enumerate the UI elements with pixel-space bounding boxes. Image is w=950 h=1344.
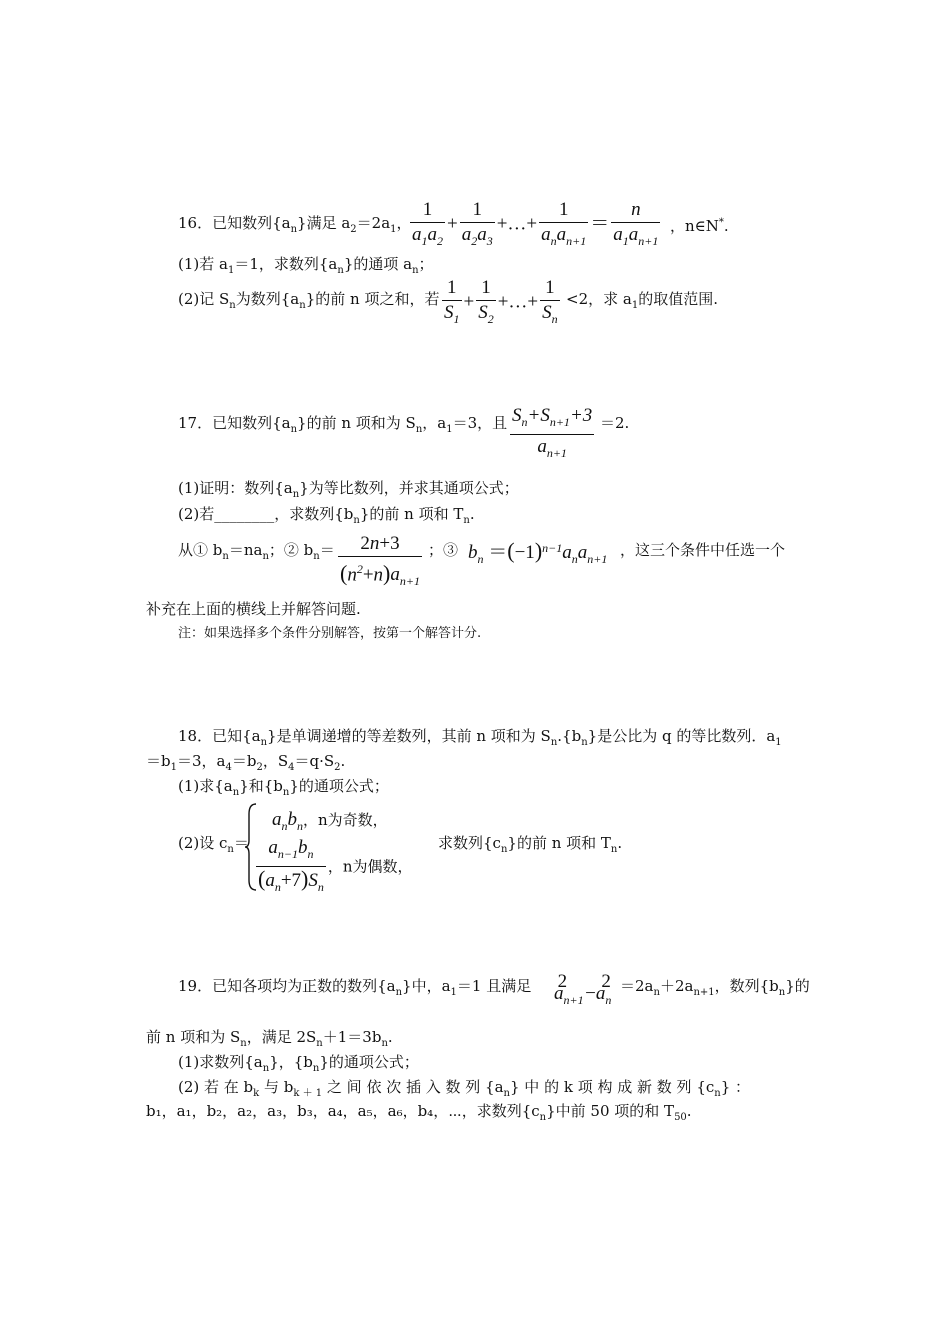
p17-formula-b3: $b_n =(-1)^{n-1}a_na_{n+1}$ bbox=[468, 538, 608, 566]
p17-choices-2: ；③ bbox=[428, 541, 459, 559]
p16-line1-end: ，n∈N*. bbox=[670, 217, 729, 235]
p18-case1: $a_nb_n$，n为奇数， bbox=[272, 809, 388, 833]
p19-part1: (1)求数列$\{a_n\}$，$\{b_n\}$的通项公式； bbox=[178, 1053, 419, 1074]
p18-case2: $\frac{a_{n-1}b_n}{(a_n+7)S_n}$ ，n为偶数， bbox=[258, 837, 413, 894]
p19-line2: 前 n 项和为 $S_n$，满足 $2S_n+1=3b_n$. bbox=[146, 1028, 393, 1049]
p16-formula: $\frac{1}{a_1a_2}$ + $\frac{1}{a_2a_3}$ +…+ $\frac{1}{a_na_{n+1}}$ ＝ $\frac{n}{a_1a_{n+1}}$ bbox=[412, 199, 659, 248]
p19-part2: (2) 若 在 $b_k$ 与 $b_{k + 1}$ 之 间 依 次 插 入 数 列 $\{a_n\}$ 中 的 k 项 构 成 新 数 列 $\{c_n\}$ ： bbox=[178, 1078, 751, 1099]
p18-part1: (1)求$\{a_n\}$和$\{b_n\}$的通项公式； bbox=[178, 777, 389, 798]
p16-part2: (2)记 $S_n$为数列$\{a_n\}$的前 n 项之和，若 bbox=[178, 290, 440, 311]
p17-part1: (1)证明：数列$\{a_n\}$为等比数列，并求其通项公式； bbox=[178, 479, 519, 500]
p17-line1-end: ＝2. bbox=[600, 414, 630, 432]
p18-part2-end: 求数列$\{c_n\}$的前 n 项和 $T_n$. bbox=[438, 834, 623, 855]
p17-choices: 从① $b_n=na_n$；② $b_n=$ bbox=[178, 541, 335, 562]
p17-choices-4: 补充在上面的横线上并解答问题. bbox=[146, 600, 361, 618]
p17-note: 注：如果选择多个条件分别解答，按第一个解答计分. bbox=[178, 626, 482, 641]
p17-line1: 17．已知数列$\{a_n\}$的前 n 项和为 $S_n$，$a_1=3$，且 bbox=[178, 414, 508, 435]
p17-formula: $\frac{S_n+S_{n+1}+3}{a_{n+1}}$ bbox=[512, 405, 593, 460]
p17-choices-3: ，这三个条件中任选一个 bbox=[620, 541, 786, 559]
p16-part1: (1)若 $a_1=1$，求数列$\{a_n\}$的通项 $a_n$； bbox=[178, 255, 434, 276]
p19-last-line: b₁，a₁，b₂，a₂，a₃，b₃，a₄，a₅，a₆，b₄，⋯，求数列$\{c_n\}$中前 50 项的和 $T_{50}$. bbox=[146, 1102, 692, 1123]
p19-line1: 19．已知各项均为正数的数列$\{a_n\}$中，$a_1=1$ 且满足 bbox=[178, 977, 532, 998]
p18-line2: $=b_1=3$，$a_4=b_2$，$S_4=q\cdot S_2$. bbox=[146, 752, 346, 773]
p17-formula-b2: $\frac{2n+3}{(n^2+n)a_{n+1}}$ bbox=[340, 533, 420, 589]
p19-formula: $a_{n+1}^2-a_n^2$ bbox=[554, 971, 612, 1007]
p18-part2: (2)设 $c_n=$ bbox=[178, 834, 249, 855]
p16-line1: 16．已知数列$\{a_n\}$满足 $a_2=2a_1$， bbox=[178, 214, 412, 235]
p17-part2: (2)若________，求数列$\{b_n\}$的前 n 项和 $T_n$. bbox=[178, 505, 475, 526]
p18-line1: 18．已知$\{a_n\}$是单调递增的等差数列，其前 n 项和为 $S_n.\{b_n\}$是公比为 q 的等比数列．$a_1$ bbox=[178, 727, 782, 748]
p16-part2-end: <2，求 $a_1$的取值范围. bbox=[566, 290, 718, 311]
p19-line1-end: $=2a_n+2a_{n+1}$，数列$\{b_n\}$的 bbox=[620, 977, 810, 998]
p16-formula2: $\frac{1}{S_1}$ + $\frac{1}{S_2}$ +…+ $\frac{1}{S_n}$ bbox=[444, 277, 558, 326]
